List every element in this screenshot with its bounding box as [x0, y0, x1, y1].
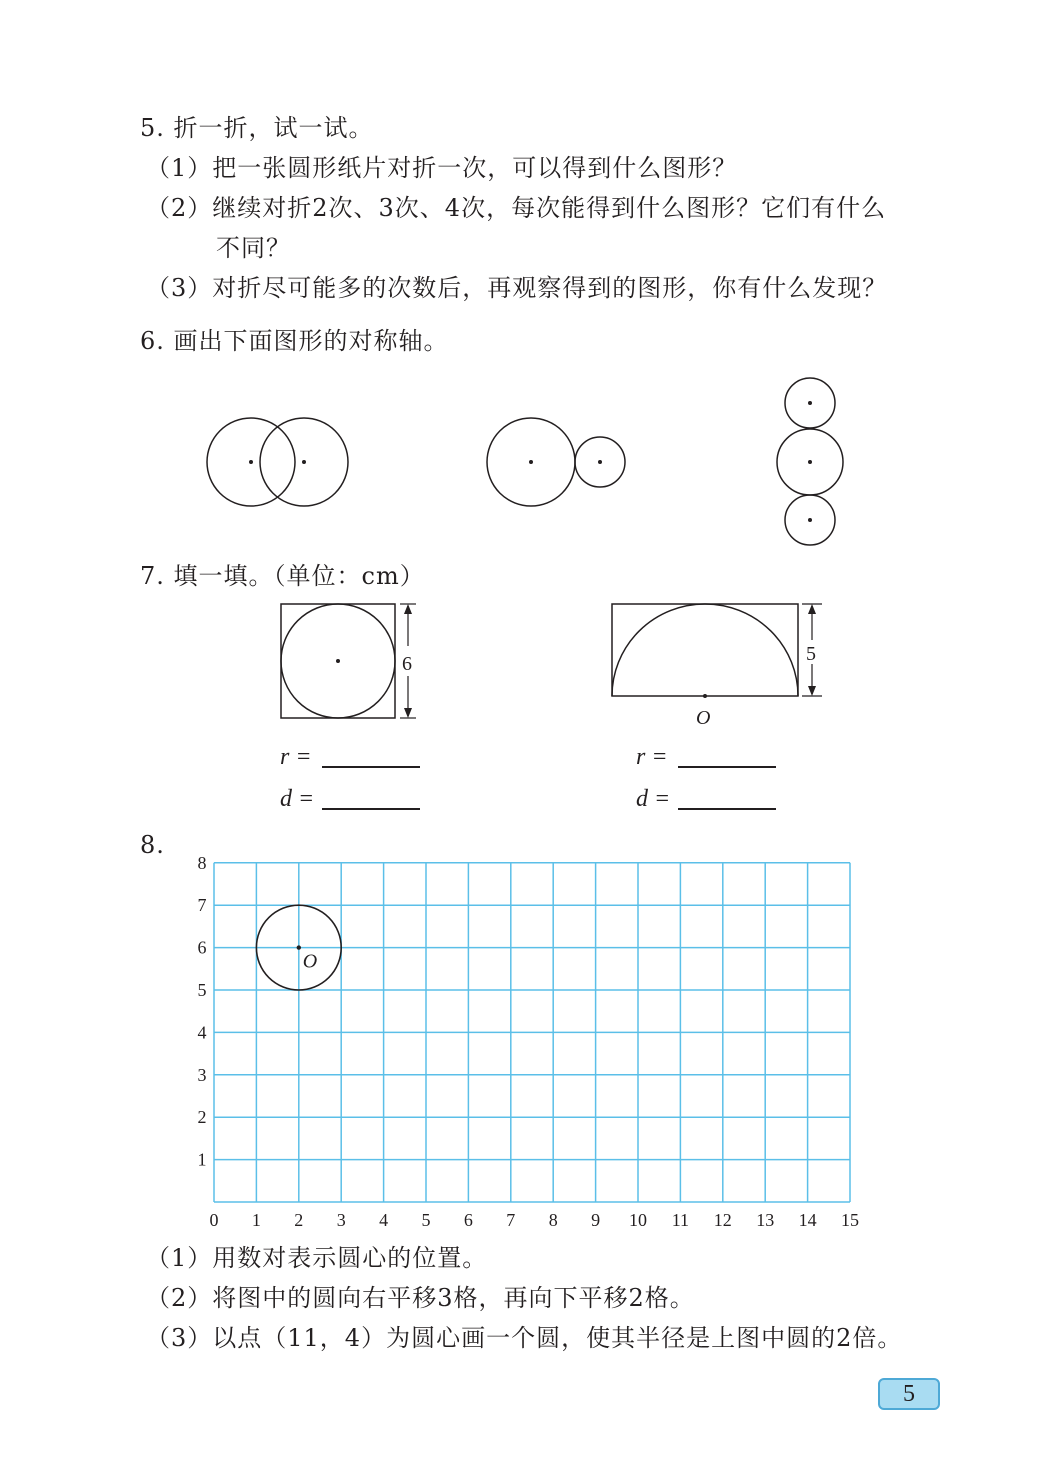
fig1-r-label: r =: [280, 744, 312, 770]
q5-item-2-cont: 不同？: [216, 234, 291, 262]
center-dot: [808, 460, 812, 464]
fig2-d-label: d =: [636, 786, 671, 812]
q5-item-2: （2）继续对折2次、3次、4次，每次能得到什么图形？它们有什么: [146, 194, 887, 222]
center-dot: [529, 460, 533, 464]
q7-figure-circle-in-square: [270, 596, 430, 726]
fig2-d-answer-blank[interactable]: [678, 808, 776, 810]
rectangle: [612, 604, 798, 696]
q8-item-1: （1）用数对表示圆心的位置。: [146, 1244, 488, 1272]
q8-title: 8.: [140, 831, 165, 859]
center-dot: [598, 460, 602, 464]
circle-center-label: O: [302, 950, 318, 973]
page-number: 5: [878, 1378, 940, 1410]
x-tick-label: 0: [209, 1210, 219, 1230]
y-tick-label: 2: [197, 1107, 207, 1128]
x-tick-label: 10: [629, 1210, 647, 1230]
fig1-d-answer-blank[interactable]: [322, 808, 420, 810]
y-tick-label: 1: [197, 1149, 207, 1170]
center-dot: [808, 518, 812, 522]
dimension-label: 5: [806, 643, 816, 665]
x-tick-label: 15: [841, 1210, 859, 1230]
x-tick-label: 11: [671, 1210, 690, 1230]
y-tick-label: 8: [197, 852, 207, 873]
x-tick-label: 8: [548, 1210, 558, 1230]
x-tick-label: 14: [798, 1210, 817, 1230]
q7-figure-semicircle: [600, 596, 840, 736]
x-tick-label: 9: [591, 1210, 601, 1230]
y-tick-label: 5: [197, 980, 207, 1000]
center-dot: [336, 659, 340, 663]
center-dot: [703, 694, 707, 698]
arrow-up-icon: [404, 604, 412, 614]
fig1-r-answer-blank[interactable]: [322, 766, 420, 768]
q6-figures: [190, 370, 870, 560]
center-dot: [302, 460, 306, 464]
q8-item-3: （3）以点（11，4）为圆心画一个圆，使其半径是上图中圆的2倍。: [146, 1324, 903, 1352]
fig1-d-label: d =: [280, 786, 315, 812]
arrow-up-icon: [808, 604, 816, 614]
q5-item-1: （1）把一张圆形纸片对折一次，可以得到什么图形？: [146, 154, 738, 182]
q5-title: 5. 折一折，试一试。: [140, 114, 374, 142]
y-tick-label: 7: [197, 895, 207, 916]
center-label: O: [696, 707, 711, 729]
x-tick-label: 7: [506, 1210, 516, 1230]
y-tick-label: 4: [197, 1022, 207, 1043]
circle-center-dot: [297, 945, 301, 949]
center-dot: [249, 460, 253, 464]
x-tick-label: 3: [336, 1210, 346, 1230]
x-tick-label: 12: [713, 1210, 732, 1230]
q7-title: 7. 填一填。（单位：cm）: [140, 562, 425, 590]
fig2-r-answer-blank[interactable]: [678, 766, 776, 768]
y-tick-label: 3: [197, 1064, 207, 1085]
q5-item-3: （3）对折尽可能多的次数后，再观察得到的图形，你有什么发现？: [146, 274, 888, 302]
x-tick-label: 13: [756, 1210, 775, 1230]
x-tick-label: 1: [251, 1210, 261, 1230]
x-tick-label: 5: [421, 1210, 431, 1230]
dimension-label: 6: [402, 653, 412, 675]
semicircle: [612, 604, 798, 696]
arrow-down-icon: [404, 708, 412, 718]
arrow-down-icon: [808, 686, 816, 696]
x-tick-label: 4: [379, 1210, 389, 1230]
x-tick-label: 2: [294, 1210, 304, 1230]
x-tick-label: 6: [463, 1210, 473, 1230]
fig2-r-label: r =: [636, 744, 668, 770]
center-dot: [808, 401, 812, 405]
coordinate-grid: [180, 850, 880, 1235]
q8-item-2: （2）将图中的圆向右平移3格，再向下平移2格。: [146, 1284, 695, 1312]
q6-title: 6. 画出下面图形的对称轴。: [140, 327, 449, 355]
y-tick-label: 6: [197, 937, 207, 958]
